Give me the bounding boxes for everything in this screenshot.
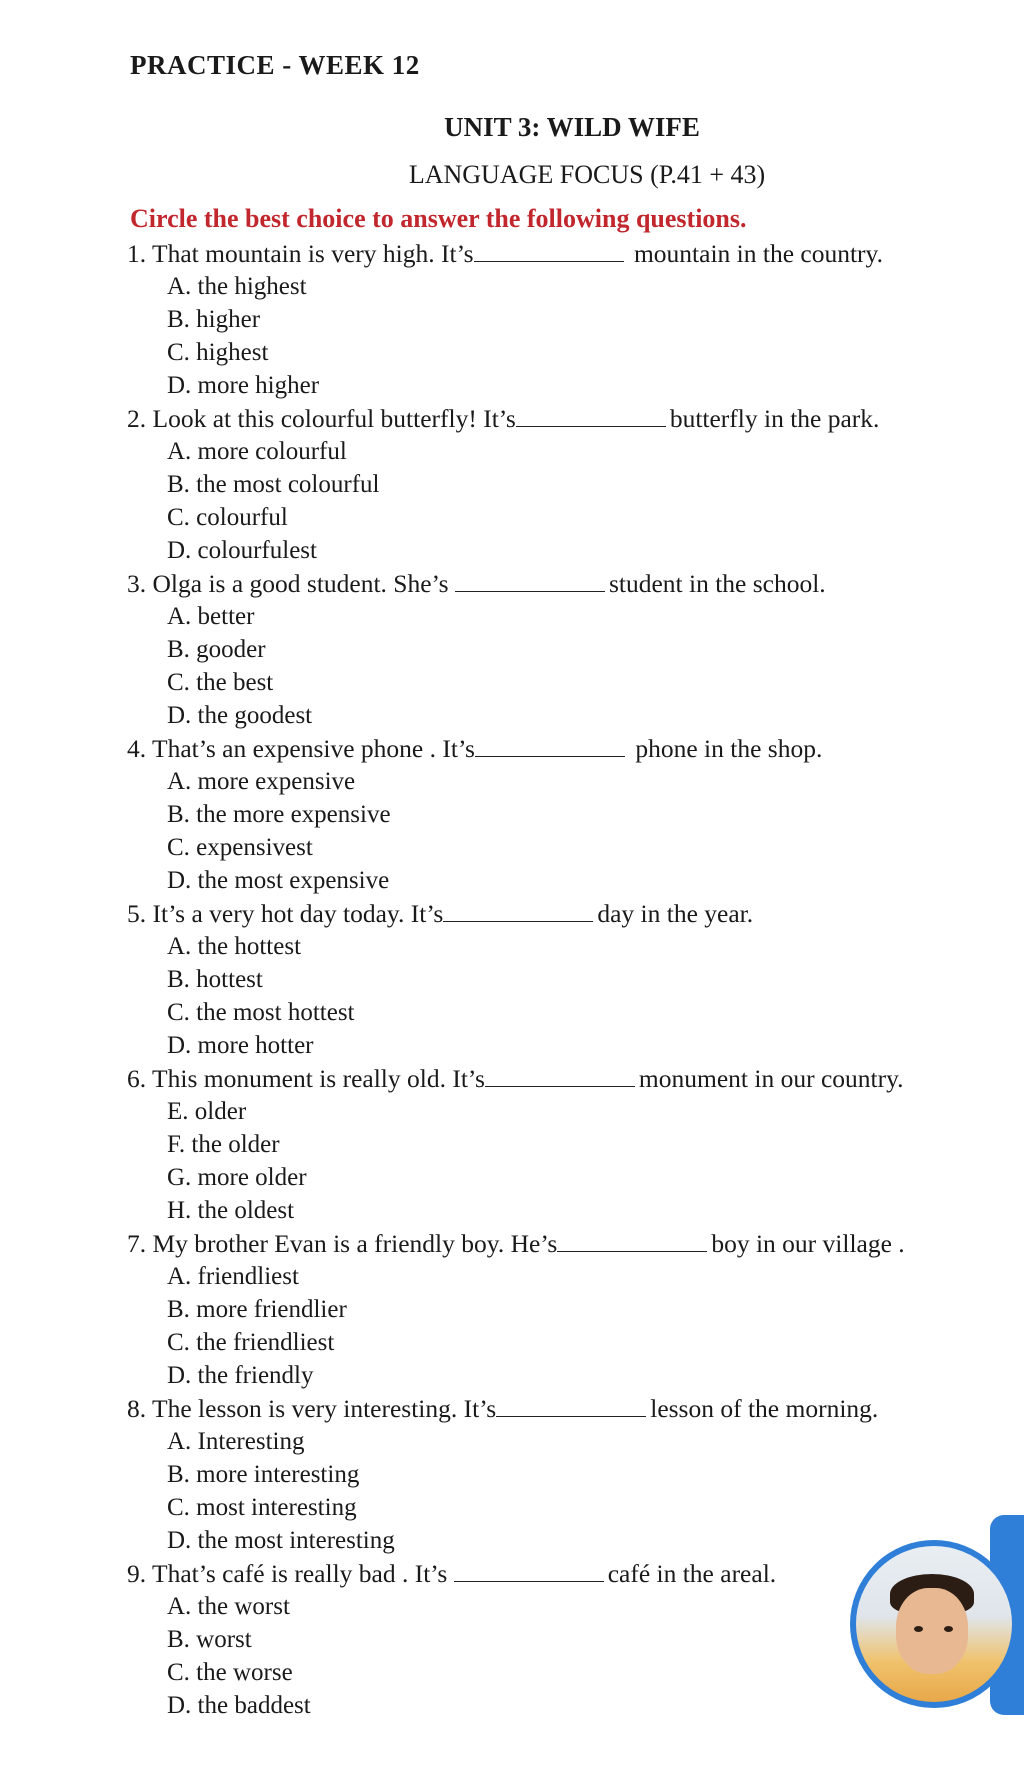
avatar-face (896, 1588, 968, 1674)
option[interactable]: A. Interesting (167, 1428, 305, 1455)
option[interactable]: B. higher (167, 306, 261, 333)
answer-blank[interactable] (557, 1231, 707, 1252)
option[interactable]: A. friendliest (167, 1263, 299, 1290)
option[interactable]: H. the oldest (167, 1197, 295, 1224)
option[interactable]: C. most interesting (167, 1494, 357, 1521)
question-stem (127, 1062, 1007, 1095)
question-stem (127, 402, 1007, 435)
option[interactable]: C. colourful (167, 504, 288, 531)
question-text: 4. That’s an expensive phone . It’s (127, 734, 475, 763)
instruction: Circle the best choice to answer the following questions. (130, 204, 747, 233)
option[interactable]: B. gooder (167, 636, 266, 663)
question-stem (127, 237, 1007, 270)
option[interactable]: A. the worst (167, 1593, 290, 1620)
question-text: 8. The lesson is very interesting. It’s (127, 1394, 497, 1423)
question-3 (127, 567, 1007, 732)
answer-blank[interactable] (454, 1561, 604, 1582)
answer-blank[interactable] (455, 571, 605, 592)
question-2 (127, 402, 1007, 567)
question-text-end: phone in the shop. (628, 734, 823, 763)
page-label: PRACTICE - WEEK 12 (130, 50, 420, 80)
answer-blank[interactable] (474, 241, 624, 262)
question-text-end: café in the areal. (607, 1559, 777, 1588)
option[interactable]: B. the most colourful (167, 471, 380, 498)
option[interactable]: D. more higher (167, 372, 320, 399)
question-text-end: monument in our country. (638, 1064, 904, 1093)
avatar-eye (914, 1626, 923, 1632)
question-text: 5. It’s a very hot day today. It’s (127, 899, 444, 928)
option[interactable]: D. colourfulest (167, 537, 317, 564)
option[interactable]: B. the more expensive (167, 801, 391, 828)
option[interactable]: A. more colourful (167, 438, 347, 465)
option[interactable]: B. more interesting (167, 1461, 360, 1488)
question-text-end: student in the school. (608, 569, 826, 598)
answer-blank[interactable] (475, 736, 625, 757)
option[interactable]: B. more friendlier (167, 1296, 347, 1323)
question-text: 7. My brother Evan is a friendly boy. He’s (127, 1229, 558, 1258)
question-text-end: boy in our village . (711, 1229, 905, 1258)
option[interactable]: D. the goodest (167, 702, 313, 729)
option[interactable]: C. expensivest (167, 834, 313, 861)
focus-title: LANGUAGE FOCUS (P.41 + 43) (408, 160, 766, 189)
answer-blank[interactable] (496, 1396, 646, 1417)
question-text: 3. Olga is a good student. She’s (127, 569, 455, 598)
question-text-end: mountain in the country. (627, 239, 884, 268)
answer-blank[interactable] (516, 406, 666, 427)
video-call-avatar[interactable] (850, 1540, 1018, 1708)
question-8 (127, 1392, 1007, 1557)
question-stem (127, 732, 1007, 765)
option[interactable]: D. the baddest (167, 1692, 311, 1719)
question-4 (127, 732, 1007, 897)
question-text: 1. That mountain is very high. It’s (127, 239, 474, 268)
question-list (127, 237, 1007, 1722)
option[interactable]: A. more expensive (167, 768, 356, 795)
option[interactable]: E. older (167, 1098, 247, 1125)
option[interactable]: C. the most hottest (167, 999, 355, 1026)
question-stem (127, 1227, 1007, 1260)
question-stem (127, 1392, 1007, 1425)
answer-blank[interactable] (443, 901, 593, 922)
option[interactable]: A. better (167, 603, 255, 630)
question-1 (127, 237, 1007, 402)
question-6 (127, 1062, 1007, 1227)
option[interactable]: B. hottest (167, 966, 263, 993)
option[interactable]: C. highest (167, 339, 269, 366)
question-text: 9. That’s café is really bad . It’s (127, 1559, 454, 1588)
question-stem (127, 567, 1007, 600)
question-5 (127, 897, 1007, 1062)
option[interactable]: D. the most expensive (167, 867, 390, 894)
option[interactable]: F. the older (167, 1131, 280, 1158)
option[interactable]: A. the hottest (167, 933, 302, 960)
answer-blank[interactable] (485, 1066, 635, 1087)
option[interactable]: A. the highest (167, 273, 307, 300)
question-text-end: butterfly in the park. (669, 404, 880, 433)
option[interactable]: B. worst (167, 1626, 252, 1653)
question-text-end: lesson of the morning. (650, 1394, 879, 1423)
option[interactable]: C. the best (167, 669, 274, 696)
question-text-end: day in the year. (597, 899, 754, 928)
option[interactable]: C. the worse (167, 1659, 293, 1686)
question-text: 6. This monument is really old. It’s (127, 1064, 485, 1093)
unit-title: UNIT 3: WILD WIFE (444, 112, 700, 142)
question-text: 2. Look at this colourful butterfly! It’s (127, 404, 516, 433)
avatar-eye (944, 1626, 953, 1632)
option[interactable]: D. more hotter (167, 1032, 314, 1059)
option[interactable]: D. the most interesting (167, 1527, 395, 1554)
question-7 (127, 1227, 1007, 1392)
option[interactable]: D. the friendly (167, 1362, 314, 1389)
option[interactable]: C. the friendliest (167, 1329, 335, 1356)
question-stem (127, 897, 1007, 930)
option[interactable]: G. more older (167, 1164, 307, 1191)
